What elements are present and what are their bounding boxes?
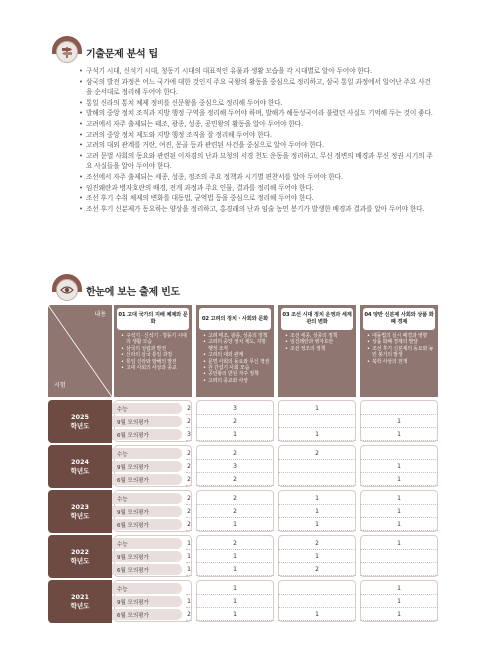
- year-block: [48, 535, 438, 578]
- frequency-cell: [360, 447, 438, 460]
- exam-label: 6월 모의평가: [112, 519, 182, 530]
- exam-label: 수능: [112, 493, 182, 504]
- table-row: [112, 415, 438, 428]
- column-topic-item: • 상품 화폐 경제의 발달: [367, 339, 435, 345]
- frequency-cell: [360, 402, 438, 415]
- frequency-cell: 2: [196, 415, 274, 428]
- table-row: [112, 563, 438, 576]
- column-topic-list: [363, 333, 435, 365]
- frequency-cell: 2: [278, 563, 356, 576]
- frequency-cell: 1: [196, 608, 274, 621]
- exam-label: 6월 모의평가: [112, 429, 182, 440]
- eye-icon: [56, 279, 78, 301]
- frequency-cell: 3: [196, 460, 274, 473]
- column-topic-item: • 통일 신라와 발해의 발전: [121, 359, 189, 365]
- frequency-cell: 1: [196, 428, 274, 441]
- frequency-cell: 1: [278, 608, 356, 621]
- column-header: [196, 305, 274, 397]
- year-block: [48, 445, 438, 488]
- frequency-cell: 1: [360, 492, 438, 505]
- table-row: [112, 608, 438, 621]
- corner-label-exam: 시험: [54, 382, 66, 389]
- frequency-cell: [278, 595, 356, 608]
- frequency-cell: [186, 582, 192, 595]
- frequency-cell: 2: [186, 518, 192, 531]
- frequency-cell: 1: [360, 415, 438, 428]
- exam-label: 9월 모의평가: [112, 506, 182, 517]
- frequency-cell: 3: [186, 428, 192, 441]
- tip-section-title: 기출문제 분석 팁: [86, 48, 158, 60]
- table-row: [112, 595, 438, 608]
- frequency-cell: [278, 460, 356, 473]
- corner-label-content: 내용: [94, 311, 106, 318]
- column-topic-item: • 대동법의 실시 배경과 영향: [367, 333, 435, 339]
- frequency-cell: 2: [196, 492, 274, 505]
- column-topic-item: • 고려의 중앙 정치 제도, 지방 행정 조직: [203, 339, 271, 352]
- column-topic-item: • 고려의 종교와 사상: [203, 378, 271, 384]
- tip-item: • 고려의 중앙 정치 제도와 지방 행정 조직을 잘 정리해 두어야 한다.: [79, 130, 435, 141]
- column-topic-item: • 신라의 삼국 통일 과정: [121, 352, 189, 358]
- exam-label: 6월 모의평가: [112, 609, 182, 620]
- frequency-cell: 1: [360, 608, 438, 621]
- frequency-cell: [360, 550, 438, 563]
- tip-item: • 고려 문벌 사회의 동요와 관련된 이자겸의 난과 묘청의 서경 천도 운동을 정리하고, 무신 정변의 배경과 무신 정권 시기의 주요 사실들을 알아 두어야 한다.: [79, 151, 435, 172]
- table-row: [112, 402, 438, 415]
- frequency-cell: 2: [278, 447, 356, 460]
- frequency-cell: 1: [278, 550, 356, 563]
- table-row: [112, 473, 438, 486]
- tip-item: • 임진왜란과 병자호란의 배경, 전개 과정과 주요 인물, 결과를 정리해 두어야 한다.: [79, 183, 435, 194]
- frequency-cell: 2: [196, 505, 274, 518]
- frequency-cell: 1: [278, 492, 356, 505]
- tip-item: • 삼국의 발전 과정은 어느 국가에 대한 것인지 주요 국왕의 활동을 중심으로 정리하고, 삼국 통일 과정에서 일어난 주요 사건을 순서대로 정리해 두어야 한다.: [79, 77, 435, 98]
- column-topic-item: • 고려의 대외 관계: [203, 352, 271, 358]
- frequency-cell: 2: [186, 415, 192, 428]
- column-topic-item: • 고려 태조, 광종, 성종의 정책: [203, 333, 271, 339]
- column-header: [278, 305, 356, 397]
- frequency-cell: 1: [360, 473, 438, 486]
- year-label: 2023 학년도: [48, 490, 112, 533]
- column-topic-item: • 원 간섭기 사회 모습: [203, 365, 271, 371]
- column-topic-item: • 공민왕의 반원 자주 정책: [203, 371, 271, 377]
- frequency-cell: [278, 582, 356, 595]
- exam-label: 9월 모의평가: [112, 551, 182, 562]
- freq-section-title: 한눈에 보는 출제 빈도: [86, 286, 180, 298]
- frequency-cell: 1: [278, 518, 356, 531]
- frequency-cell: 1: [196, 563, 274, 576]
- column-title: 02 고려의 정치 · 사회와 문화: [199, 308, 271, 330]
- frequency-cell: 2: [186, 608, 192, 621]
- frequency-cell: [360, 563, 438, 576]
- frequency-cell: 2: [196, 447, 274, 460]
- frequency-cell: 2: [278, 537, 356, 550]
- frequency-cell: 2: [196, 537, 274, 550]
- exam-label: 9월 모의평가: [112, 416, 182, 427]
- column-title: 03 조선 시대 정치 운영과 세계관의 변화: [281, 308, 353, 330]
- column-topic-item: • 조선 후기 신분제의 동요와 농민 봉기의 발생: [367, 346, 435, 359]
- frequency-cell: 2: [186, 402, 192, 415]
- frequency-cell: 2: [186, 505, 192, 518]
- freq-section-header: [52, 278, 180, 302]
- table-row: [112, 447, 438, 460]
- exam-label: 수능: [112, 538, 182, 549]
- frequency-cell: 1: [186, 563, 192, 576]
- tip-item: • 발해의 중앙 정치 조직과 지방 행정 구역을 정리해 두어야 하며, 발해가 해동성국이라 불렸던 사실도 기억해 두는 것이 좋다.: [79, 108, 435, 119]
- exam-label: 수능: [112, 583, 182, 594]
- year-block: [48, 580, 438, 623]
- frequency-cell: 2: [186, 460, 192, 473]
- frequency-cell: 1: [196, 518, 274, 531]
- frequency-cell: 1: [196, 582, 274, 595]
- table-row: [112, 505, 438, 518]
- frequency-cell: [278, 415, 356, 428]
- tip-item: • 조선 후기 수취 체제의 변화를 대동법, 균역법 등을 중심으로 정리해 두어야 한다.: [79, 193, 435, 204]
- frequency-cell: 1: [278, 428, 356, 441]
- table-row: [112, 428, 438, 441]
- tip-item: • 고려의 대외 관계를 거란, 여진, 몽골 등과 관련된 사건을 중심으로 알아 두어야 한다.: [79, 140, 435, 151]
- table-row: [112, 492, 438, 505]
- tip-item: • 통일 신라의 통치 체제 정비를 신문왕을 중심으로 정리해 두어야 한다.: [79, 98, 435, 109]
- column-topic-item: • 북학 사상의 전개: [367, 359, 435, 365]
- signpost-icon: [56, 41, 78, 63]
- tip-item: • 조선 후기 신분제가 동요하는 양상을 정리하고, 홍경래의 난과 임술 농민 봉기가 발생한 배경과 결과를 알아 두어야 한다.: [79, 204, 435, 215]
- frequency-cell: 1: [360, 582, 438, 595]
- year-block: [48, 490, 438, 533]
- frequency-cell: 1: [186, 595, 192, 608]
- exam-label: 6월 모의평가: [112, 474, 182, 485]
- table-row: [112, 518, 438, 531]
- column-topic-item: • 구석기 · 신석기 · 청동기 시대의 생활 모습: [121, 333, 189, 346]
- exam-label: 6월 모의평가: [112, 564, 182, 575]
- frequency-cell: 1: [186, 550, 192, 563]
- frequency-cell: 1: [278, 402, 356, 415]
- table-row: [112, 537, 438, 550]
- frequency-cell: 1: [278, 505, 356, 518]
- column-topic-list: [199, 333, 271, 384]
- frequency-cell: [278, 473, 356, 486]
- frequency-cell: 2: [186, 473, 192, 486]
- column-title: 04 양반 신분제 사회와 상품 화폐 경제: [363, 308, 435, 330]
- column-topic-item: • 조선 정조의 정책: [285, 346, 353, 352]
- column-title: 01 고대 국가의 지배 체제와 문화: [117, 308, 189, 330]
- exam-label: 수능: [112, 403, 182, 414]
- tip-item: • 구석기 시대, 신석기 시대, 청동기 시대의 대표적인 유물과 생활 모습을 각 시대별로 알아 두어야 한다.: [79, 66, 435, 77]
- frequency-table: [48, 305, 438, 645]
- column-header: [114, 305, 192, 397]
- column-topic-item: • 고대 사회의 사상과 종교: [121, 365, 189, 371]
- frequency-cell: 1: [360, 518, 438, 531]
- frequency-cell: 3: [196, 402, 274, 415]
- table-row: [112, 550, 438, 563]
- year-block: [48, 400, 438, 443]
- column-topic-list: [281, 333, 353, 352]
- tip-item: • 조선에서 자주 출제되는 세종, 성종, 정조의 주요 정책과 시기별 편찬서를 알아 두어야 한다.: [79, 172, 435, 183]
- year-label: 2025 학년도: [48, 400, 112, 443]
- exam-label: 9월 모의평가: [112, 461, 182, 472]
- frequency-cell: 1: [196, 595, 274, 608]
- table-row: [112, 460, 438, 473]
- column-topic-list: [117, 333, 189, 371]
- frequency-cell: 1: [360, 460, 438, 473]
- frequency-cell: 2: [196, 473, 274, 486]
- year-label: 2021 학년도: [48, 580, 112, 623]
- column-topic-item: • 문벌 사회의 동요와 무신 정권: [203, 359, 271, 365]
- table-corner: [48, 305, 112, 397]
- frequency-cell: 1: [196, 550, 274, 563]
- frequency-cell: 1: [360, 595, 438, 608]
- tip-list: [79, 66, 435, 214]
- year-label: 2024 학년도: [48, 445, 112, 488]
- frequency-cell: 1: [360, 428, 438, 441]
- year-label: 2022 학년도: [48, 535, 112, 578]
- column-header: [360, 305, 438, 397]
- column-topic-item: • 조선 세종, 성종의 정책: [285, 333, 353, 339]
- exam-label: 수능: [112, 448, 182, 459]
- frequency-cell: 1: [360, 505, 438, 518]
- frequency-cell: 1: [360, 537, 438, 550]
- table-row: [112, 582, 438, 595]
- column-topic-item: • 삼국의 성립과 발전: [121, 346, 189, 352]
- tip-item: • 고려에서 자주 출제되는 태조, 광종, 성종, 공민왕의 활동을 알아 두어야 한다.: [79, 119, 435, 130]
- exam-label: 9월 모의평가: [112, 596, 182, 607]
- tip-section-header: [52, 40, 158, 64]
- column-topic-item: • 임진왜란과 병자호란: [285, 339, 353, 345]
- frequency-cell: 2: [186, 492, 192, 505]
- frequency-cell: 1: [186, 537, 192, 550]
- frequency-cell: 2: [186, 447, 192, 460]
